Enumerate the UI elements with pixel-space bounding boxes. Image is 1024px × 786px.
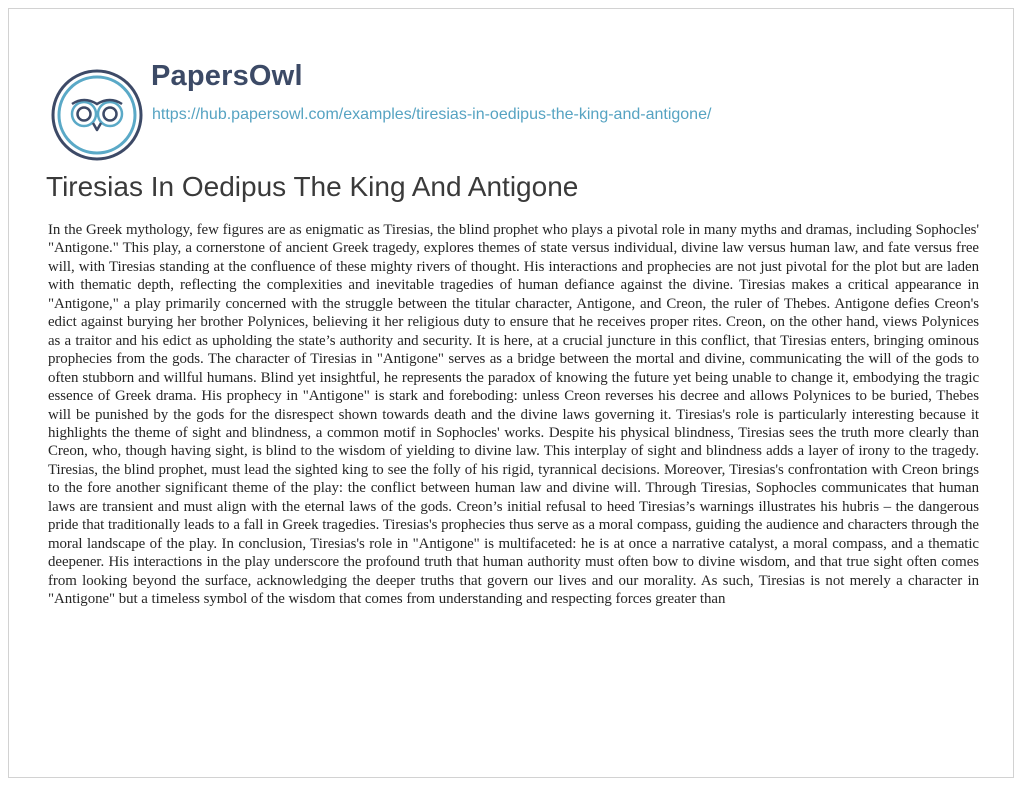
page-title: Tiresias In Oedipus The King And Antigone [46,171,579,202]
right-eye-outer [98,102,122,126]
owl-eyes-icon [48,66,146,164]
source-url-link[interactable]: https://hub.papersowl.com/examples/tiresias-in-oedipus-the-king-and-antigone/ [152,106,712,123]
essay-body: In the Greek mythology, few figures are as enigmatic as Tiresias, the blind prophet who plays a pivotal role in many myths and dramas, including Sophocles' "Antigone." This play, a cornerstone of ancient Greek tragedy, explores themes of state versus individual, divine law versus human law, and fate versus free will, with Tiresias standing at the confluence of these mighty rivers of thought. His interactions and prophecies are not just pivotal for the plot but are laden with thematic depth, reflecting the complexities and inevitable tragedies of human defiance against the divine. Tiresias makes a critical appearance in "Antigone," a play primarily concerned with the struggle between the titular character, Antigone, and Creon, the ruler of Thebes. Antigone defies Creon's edict against burying her brother Polynices, believing it her religious duty to ensure that he receives proper rites. Creon, on the other hand, views Polynices as a traitor and his edict as upholding the state’s authority and security. It is here, at a crucial juncture in this conflict, that Tiresias enters, bringing ominous prophecies from the gods. The character of Tiresias in "Antigone" serves as a bridge between the mortal and divine, communicating the will of the gods to often stubborn and willful humans. Blind yet insightful, he represents the paradox of knowing the future yet being unable to change it, embodying the tragic essence of Greek drama. His prophecy in "Antigone" is stark and foreboding: unless Creon reverses his decree and allows Polynices to be buried, Thebes will be punished by the gods for the disrespect shown towards death and the divine laws governing it. Tiresias's role is particularly interesting because it highlights the theme of sight and blindness, a common motif in Sophocles' works. Despite his physical blindness, Tiresias sees the truth more clearly than Creon, who, though having sight, is blind to the wisdom of yielding to divine law. This interplay of sight and blindness adds a layer of irony to the tragedy. Tiresias, the blind prophet, must lead the sighted king to see the folly of his rigid, tyrannical decisions. Moreover, Tiresias's confrontation with Creon brings to the fore another significant theme of the play: the conflict between human law and divine will. Through Tiresias, Sophocles communicates that human laws are transient and must align with the eternal laws of the gods. Creon’s initial refusal to heed Tiresias’s warnings illustrates his hubris – the dangerous pride that traditionally leads to a fall in Greek tragedies. Tiresias's prophecies thus serve as a moral compass, guiding the audience and characters through the moral landscape of the play. In conclusion, Tiresias's role in "Antigone" is multifaceted: he is at once a narrative catalyst, a moral compass, and a thematic deepener. His interactions in the play underscore the profound truth that human authority must often bow to divine wisdom, and that true sight often comes from looking beyond the surface, acknowledging the deeper truths that govern our lives and our morality. As such, Tiresias is not merely a character in "Antigone" but a timeless symbol of the wisdom that comes from understanding and respecting forces greater than [48,222,979,608]
owl-beak [93,123,101,130]
left-eye-inner [78,108,91,121]
right-eye-inner [104,108,117,121]
brand-name: PapersOwl [151,60,303,92]
left-eye-outer [72,102,96,126]
brand-header [48,48,988,158]
